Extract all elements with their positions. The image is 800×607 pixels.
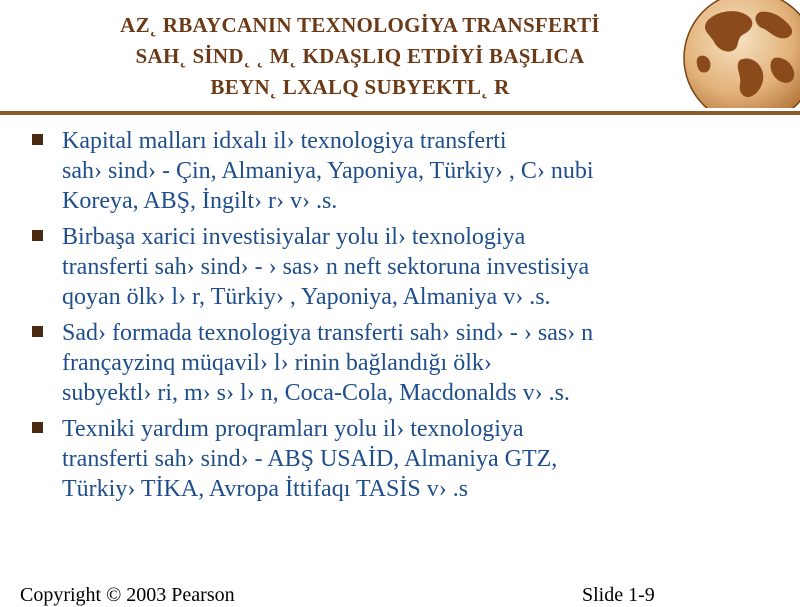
slide-number: Slide 1-9 bbox=[582, 584, 655, 606]
header-divider bbox=[0, 111, 800, 115]
square-bullet-icon bbox=[32, 230, 43, 241]
globe-icon bbox=[678, 0, 800, 108]
bullet-item-4 bbox=[30, 414, 790, 504]
bullet-item-2 bbox=[30, 222, 790, 312]
square-bullet-icon bbox=[32, 134, 43, 145]
bullet-1-line-2: sah› sind› - Çin, Almaniya, Yaponiya, Türkiy› , C› nubi bbox=[62, 158, 594, 184]
bullet-2-line-1: Birbaşa xarici investisiyalar yolu il› texnologiya bbox=[62, 224, 526, 250]
bullet-2-line-2: transferti sah› sind› - › sas› n neft sektoruna investisiya bbox=[62, 254, 590, 280]
bullet-1-line-1: Kapital malları idxalı il› texnologiya transferti bbox=[62, 128, 507, 154]
title-line-2: SAH˛ SİND˛ ˛ M˛ KDAŞLIQ ETDİYİ BAŞLICA bbox=[135, 44, 585, 68]
bullet-2-line-3: qoyan ölk› l› r, Türkiy› , Yaponiya, Almaniya v› .s. bbox=[62, 284, 551, 310]
bullet-3-line-2: françayzinq müqavil› l› rinin bağlandığı ölk› bbox=[62, 350, 492, 376]
square-bullet-icon bbox=[32, 422, 43, 433]
slide-footer bbox=[0, 584, 800, 604]
bullet-4-line-2: transferti sah› sind› - ABŞ USAİD, Almaniya GTZ, bbox=[62, 446, 558, 472]
slide-title bbox=[40, 10, 680, 103]
copyright-text: Copyright © 2003 Pearson bbox=[20, 584, 235, 606]
bullet-4-line-1: Texniki yardım proqramları yolu il› texnologiya bbox=[62, 416, 524, 442]
bullet-4-line-3: Türkiy› TİKA, Avropa İttifaqı TASİS v› .s bbox=[62, 476, 469, 502]
bullet-list bbox=[30, 126, 790, 510]
bullet-item-3 bbox=[30, 318, 790, 408]
title-line-1: AZ˛ RBAYCANIN TEXNOLOGİYA TRANSFERTİ bbox=[120, 13, 600, 37]
bullet-3-line-1: Sad› formada texnologiya transferti sah› sind› - › sas› n bbox=[62, 320, 594, 346]
bullet-item-1 bbox=[30, 126, 790, 216]
bullet-3-line-3: subyektl› ri, m› s› l› n, Coca-Cola, Macdonalds v› .s. bbox=[62, 380, 570, 406]
title-line-3: BEYN˛ LXALQ SUBYEKTL˛ R bbox=[210, 75, 510, 99]
bullet-1-line-3: Koreya, ABŞ, İngilt› r› v› .s. bbox=[62, 188, 338, 214]
square-bullet-icon bbox=[32, 326, 43, 337]
